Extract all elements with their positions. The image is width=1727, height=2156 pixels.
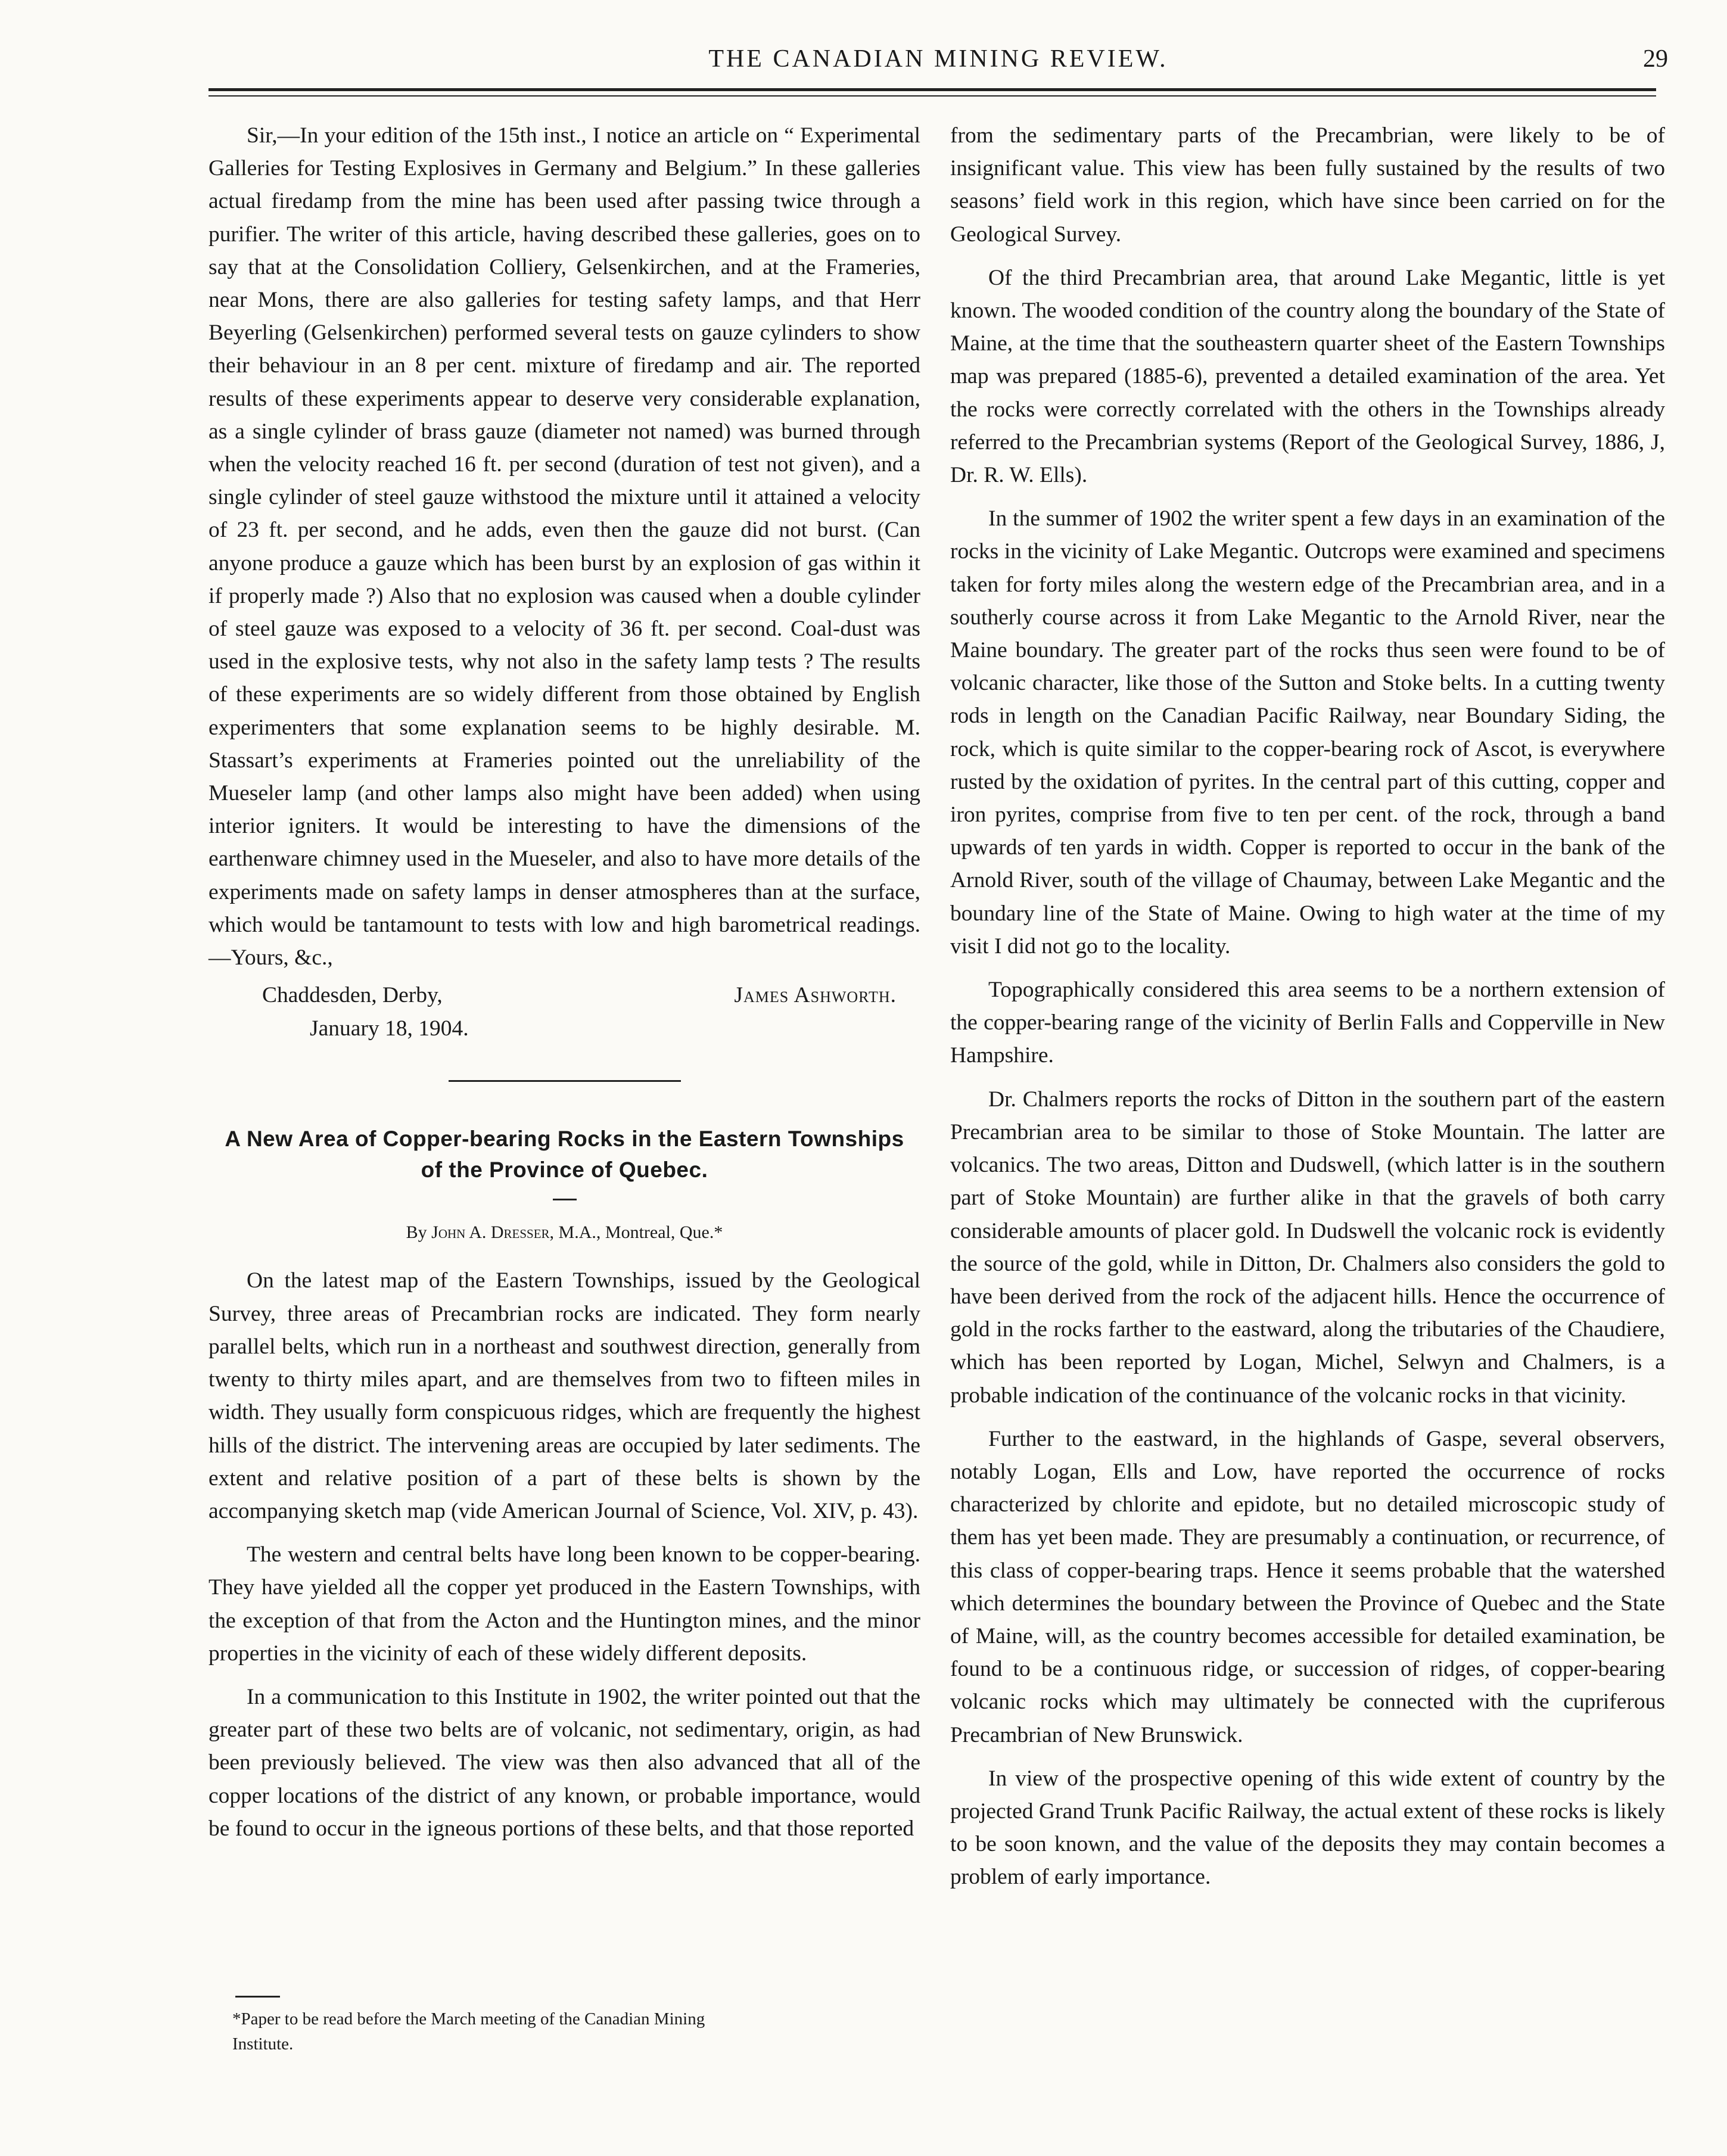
article-title: A New Area of Copper-bearing Rocks in the Eastern Townships of the Province of Quebec. xyxy=(225,1127,904,1183)
article-paragraph: Of the third Precambrian area, that around Lake Megantic, little is yet known. The wooded condition of the country along the boundary of the State of Maine, at the time that the southeastern quarter sheet of the Eastern Townships map was prepared (1885-6), prevented a detailed examination of the area. Yet the rocks were correctly correlated with the others in the Townships already referred to the Precambrian systems (Report of the Geological Survey, 1886, J, Dr. R. W. Ells). xyxy=(950,265,1665,488)
footnote xyxy=(232,2006,917,2057)
title-dash xyxy=(553,1199,577,1200)
article-paragraph: The western and central belts have long been known to be copper-bearing. They have yielded all the copper yet produced in the Eastern Townships, with the exception of that from the Acton and the Huntington mines, and the minor properties in the vicinity of each of these widely different deposits. xyxy=(209,1542,920,1666)
footnote-line: Institute. xyxy=(232,2034,294,2054)
header-rule-thick xyxy=(209,88,1656,91)
byline-prefix: By xyxy=(406,1222,427,1243)
left-column xyxy=(209,119,920,1845)
page-number: 29 xyxy=(1643,45,1668,73)
article-paragraph: In the summer of 1902 the writer spent a few days in an examination of the rocks in the vicinity of Lake Megantic. Outcrops were examined and specimens taken for forty miles along the western edge of the Precambrian area, and in a southerly course across it from Lake Megantic to the Arnold River, near the Maine boundary. The greater part of the rocks thus seen were found to be of volcanic character, like those of the Sutton and Stoke belts. In a cutting twenty rods in length on the Canadian Pacific Railway, near Boundary Siding, the rock, which is quite similar to the copper-bearing rock of Ascot, is everywhere rusted by the oxidation of pyrites. In the central part of this cutting, copper and iron pyrites, comprise from five to ten per cent. of the rock, through a band upwards of ten yards in width. Copper is reported to occur in the bank of the Arnold River, south of the village of Chaumay, between Lake Megantic and the boundary line of the State of Maine. Owing to high water at the time of my visit I did not go to the locality. xyxy=(950,506,1665,959)
article-paragraph: Dr. Chalmers reports the rocks of Ditton in the southern part of the eastern Precambrian area to be similar to those of Stoke Mountain. The latter are volcanics. The two areas, Ditton and Dudswell, (which latter is in the southern part of Stoke Mountain) are further alike in that the gravels of both carry considerable amounts of placer gold. In Dudswell the volcanic rock is evidently the source of the gold, while in Ditton, Dr. Chalmers also considers the gold to have been derived from the rock of the adjacent hills. Hence the occurrence of gold in the rocks farther to the eastward, along the tributaries of the Chaudiere, which has been reported by Logan, Michel, Selwyn and Chalmers, is a probable indication of the continuance of the volcanic rocks in that vicinity. xyxy=(950,1087,1665,1408)
running-header xyxy=(209,45,1668,80)
article-paragraph: On the latest map of the Eastern Townships, issued by the Geological Survey, three areas of Precambrian rocks are indicated. They form nearly parallel belts, which run in a northeast and southwest direction, generally from twenty to thirty miles apart, and are themselves from two to fifteen miles in width. They usually form conspicuous ridges, which are frequently the highest hills of the district. The intervening areas are occupied by later sediments. The extent and relative position of a part of these belts is shown by the accompanying sketch map (vide American Journal of Science, Vol. XIV, p. 43). xyxy=(209,1268,920,1523)
footnote-line: *Paper to be read before the March meeting of the Canadian Mining xyxy=(232,2009,705,2029)
footnote-rule xyxy=(235,1996,280,1998)
article-paragraph: In a communication to this Institute in 1902, the writer pointed out that the greater part of these two belts are of volcanic, not sedimentary, origin, as had been previously believed. The view was then also advanced that all of the copper locations of the district of any known, or probable importance, would be found to occur in the igneous portions of these belts, and that those reported xyxy=(209,1684,920,1841)
article-paragraph: from the sedimentary parts of the Precambrian, were likely to be of insignificant value. This view has been fully sustained by the results of two seasons’ field work in this region, which have since been carried on for the Geological Survey. xyxy=(950,123,1665,247)
journal-title: THE CANADIAN MINING REVIEW. xyxy=(708,45,1168,73)
byline-location: Montreal, Que.* xyxy=(605,1222,723,1243)
letter-paragraph: Sir,—In your edition of the 15th inst., I notice an article on “ Experimental Galleries for Testing Explosives in Germany and Belgium.” In these galleries actual firedamp from the mine has been used after passing twice through a purifier. The writer of this article, having described these galleries, goes on to say that at the Consolidation Colliery, Gelsenkirchen, and at the Frameries, near Mons, there are also galleries for testing safety lamps, and that Herr Beyerling (Gelsenkirchen) performed several tests on gauze cylinders to show their behaviour in an 8 per cent. mixture of firedamp and air. The reported results of these experiments appear to deserve very considerable explanation, as a single cylinder of brass gauze (diameter not named) was burned through when the velocity reached 16 ft. per second (duration of test not given), and a single cylinder of steel gauze withstood the mixture until it attained a velocity of 23 ft. per second, and he adds, even then the gauze did not burst. (Can anyone produce a gauze which has been burst by an explosion of gas within it if properly made ?) Also that no explosion was caused when a double cylinder of steel gauze was exposed to a velocity of 36 ft. per second. Coal-dust was used in the explosive tests, why not also in the safety lamp tests ? The results of these experiments are so widely different from those obtained by English experimenters that some explanation seems to be highly desirable. M. Stassart’s experiments at Frameries pointed out the unreliability of the Mueseler lamp (and other lamps also might have been added) when using interior igniters. It would be interesting to have the dimensions of the earthenware chimney used in the Mueseler, and also to have more details of the experiments made on safety lamps in denser atmospheres than at the surface, which would be tantamount to tests with low and high barometrical readings.—Yours, &c., xyxy=(209,123,920,970)
header-rule-thin xyxy=(209,95,1656,97)
article-byline xyxy=(209,1216,920,1249)
article-paragraph: Topographically considered this area seems to be a northern extension of the copper-bearing range of the vicinity of Berlin Falls and Copperville in New Hampshire. xyxy=(950,978,1665,1068)
letter-signature: James Ashworth. xyxy=(734,983,897,1008)
right-column xyxy=(950,119,1665,1894)
article-paragraph: Further to the eastward, in the highlands of Gaspe, several observers, notably Logan, Ells and Low, have reported the occurrence of rocks characterized by chlorite and epidote, but no detailed microscopic study of them has yet been made. They are presumably a continuation, or recurrence, of this class of copper-bearing traps. Hence it seems probable that the watershed which determines the boundary between the Province of Quebec and the State of Maine, will, as the country becomes accessible for detailed examination, be found to be a continuous ridge, or succession of ridges, of copper-bearing volcanic rocks which may ultimately be connected with the cupriferous Precambrian of New Brunswick. xyxy=(950,1426,1665,1747)
letter-date: January 18, 1904. xyxy=(310,1016,469,1041)
letter-place: Chaddesden, Derby, xyxy=(262,983,443,1008)
letter-signature-block xyxy=(209,979,920,1050)
article-paragraph: In view of the prospective opening of this wide extent of country by the projected Grand Trunk Pacific Railway, the actual extent of these rocks is likely to be soon known, and the value of the deposits they may contain becomes a problem of early importance. xyxy=(950,1766,1665,1890)
byline-author: John A. Dresser, M.A., xyxy=(431,1222,601,1243)
section-divider xyxy=(449,1080,681,1082)
